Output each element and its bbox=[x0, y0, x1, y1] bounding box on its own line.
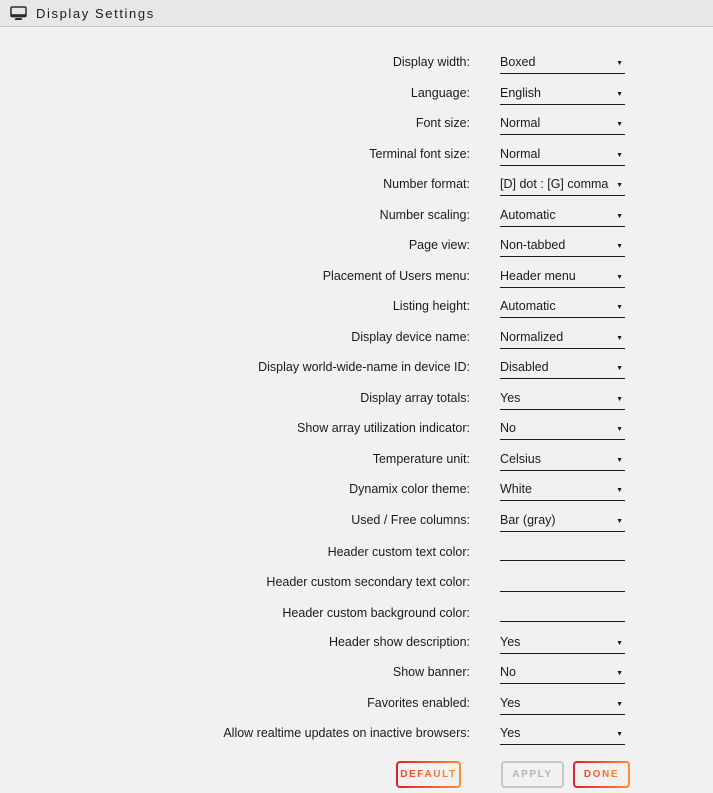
wwn-in-device-id-select[interactable] bbox=[500, 360, 625, 379]
select-value: Normalized bbox=[500, 329, 564, 344]
field-label: Temperature unit: bbox=[372, 451, 470, 466]
number-format-select[interactable] bbox=[500, 177, 625, 196]
header-secondary-text-color-input[interactable] bbox=[500, 574, 625, 592]
field-label: Show array utilization indicator: bbox=[297, 421, 470, 435]
temperature-unit-select[interactable] bbox=[500, 452, 625, 471]
select-value: [D] dot : [G] comma bbox=[500, 177, 609, 191]
field-label: Placement of Users menu: bbox=[322, 268, 470, 283]
show-banner-select[interactable] bbox=[500, 665, 625, 684]
caret-down-icon: ▼ bbox=[616, 395, 623, 403]
language-select[interactable] bbox=[500, 86, 625, 105]
array-totals-select[interactable] bbox=[500, 391, 625, 410]
users-menu-placement-select[interactable] bbox=[500, 269, 625, 288]
form-row bbox=[0, 688, 713, 719]
caret-down-icon: ▼ bbox=[616, 273, 623, 281]
select-value: Normal bbox=[500, 146, 541, 161]
apply-button[interactable] bbox=[501, 761, 564, 788]
caret-down-icon: ▼ bbox=[616, 639, 623, 647]
select-value: Yes bbox=[500, 726, 521, 740]
done-button-label: DONE bbox=[583, 768, 620, 780]
select-value: Boxed bbox=[500, 55, 536, 69]
caret-down-icon: ▼ bbox=[616, 700, 623, 708]
caret-down-icon: ▼ bbox=[616, 487, 623, 494]
select-value: Yes bbox=[500, 634, 521, 649]
form-row bbox=[0, 47, 713, 78]
display-settings-form bbox=[0, 27, 713, 788]
caret-down-icon: ▼ bbox=[616, 304, 623, 311]
form-row bbox=[0, 322, 713, 353]
header-background-color-input[interactable] bbox=[500, 604, 625, 622]
caret-down-icon: ▼ bbox=[616, 212, 623, 220]
form-row bbox=[0, 169, 713, 200]
default-button[interactable] bbox=[396, 761, 461, 788]
form-row bbox=[0, 78, 713, 109]
caret-down-icon: ▼ bbox=[616, 426, 623, 433]
caret-down-icon: ▼ bbox=[616, 670, 623, 677]
form-row bbox=[0, 505, 713, 536]
field-label: Number format: bbox=[383, 177, 470, 191]
caret-down-icon: ▼ bbox=[616, 731, 623, 738]
field-label: Used / Free columns: bbox=[351, 512, 470, 527]
field-label: Font size: bbox=[415, 116, 470, 130]
select-value: White bbox=[500, 482, 532, 496]
form-row bbox=[0, 261, 713, 292]
field-label: Header custom text color: bbox=[327, 544, 470, 559]
caret-down-icon: ▼ bbox=[616, 90, 623, 98]
caret-down-icon: ▼ bbox=[616, 456, 623, 464]
header-text-color-input[interactable] bbox=[500, 543, 625, 561]
display-icon bbox=[10, 6, 27, 21]
form-row bbox=[0, 535, 713, 566]
field-label: Display width: bbox=[392, 55, 470, 69]
form-row bbox=[0, 230, 713, 261]
select-value: Celsius bbox=[500, 451, 541, 466]
caret-down-icon: ▼ bbox=[616, 182, 623, 189]
field-label: Display array totals: bbox=[360, 390, 470, 405]
select-value: No bbox=[500, 665, 516, 679]
form-row bbox=[0, 474, 713, 505]
field-label: Display world-wide-name in device ID: bbox=[258, 360, 470, 374]
page-title: Display Settings bbox=[36, 5, 155, 21]
select-value: Normal bbox=[500, 116, 541, 130]
used-free-columns-select[interactable] bbox=[500, 513, 625, 532]
field-label: Favorites enabled: bbox=[367, 695, 470, 710]
field-label: Allow realtime updates on inactive browsers: bbox=[223, 726, 470, 740]
form-row bbox=[0, 657, 713, 688]
field-label: Listing height: bbox=[392, 299, 470, 313]
form-row bbox=[0, 413, 713, 444]
array-utilization-select[interactable] bbox=[500, 421, 625, 440]
form-row bbox=[0, 352, 713, 383]
caret-down-icon: ▼ bbox=[616, 60, 623, 67]
select-value: Non-tabbed bbox=[500, 238, 566, 252]
select-value: Automatic bbox=[500, 207, 556, 222]
apply-button-label: APPLY bbox=[512, 768, 553, 780]
field-label: Show banner: bbox=[392, 665, 470, 679]
form-row bbox=[0, 627, 713, 658]
caret-down-icon: ▼ bbox=[616, 365, 623, 372]
field-label: Header show description: bbox=[328, 634, 470, 649]
favorites-enabled-select[interactable] bbox=[500, 696, 625, 715]
field-label: Display device name: bbox=[351, 329, 470, 344]
form-row bbox=[0, 108, 713, 139]
header-show-description-select[interactable] bbox=[500, 635, 625, 654]
title-bar bbox=[0, 0, 713, 27]
caret-down-icon: ▼ bbox=[616, 517, 623, 525]
form-row bbox=[0, 718, 713, 749]
form-row bbox=[0, 566, 713, 597]
field-label: Terminal font size: bbox=[369, 146, 470, 161]
select-value: Bar (gray) bbox=[500, 512, 556, 527]
select-value: Automatic bbox=[500, 299, 556, 313]
display-device-name-select[interactable] bbox=[500, 330, 625, 349]
field-label: Header custom background color: bbox=[282, 605, 470, 620]
select-value: Header menu bbox=[500, 268, 576, 283]
listing-height-select[interactable] bbox=[500, 299, 625, 318]
select-value: Disabled bbox=[500, 360, 549, 374]
form-row bbox=[0, 596, 713, 627]
form-row bbox=[0, 383, 713, 414]
form-row bbox=[0, 291, 713, 322]
font-size-select[interactable] bbox=[500, 116, 625, 135]
select-value: No bbox=[500, 421, 516, 435]
realtime-updates-select[interactable] bbox=[500, 726, 625, 745]
form-row bbox=[0, 200, 713, 231]
action-bar bbox=[396, 761, 713, 788]
select-value: Yes bbox=[500, 390, 521, 405]
field-label: Number scaling: bbox=[379, 207, 470, 222]
caret-down-icon: ▼ bbox=[616, 334, 623, 342]
field-label: Header custom secondary text color: bbox=[266, 575, 470, 589]
field-label: Language: bbox=[410, 85, 470, 100]
color-theme-select[interactable] bbox=[500, 482, 625, 501]
select-value: Yes bbox=[500, 695, 521, 710]
number-scaling-select[interactable] bbox=[500, 208, 625, 227]
field-label: Page view: bbox=[408, 238, 470, 252]
form-row bbox=[0, 139, 713, 170]
done-button[interactable] bbox=[573, 761, 630, 788]
select-value: English bbox=[500, 85, 541, 100]
caret-down-icon: ▼ bbox=[616, 151, 623, 159]
caret-down-icon: ▼ bbox=[616, 121, 623, 128]
page-view-select[interactable] bbox=[500, 238, 625, 257]
default-button-label: DEFAULT bbox=[400, 768, 457, 780]
terminal-font-size-select[interactable] bbox=[500, 147, 625, 166]
form-row bbox=[0, 444, 713, 475]
display-width-select[interactable] bbox=[500, 55, 625, 74]
field-label: Dynamix color theme: bbox=[349, 482, 470, 496]
caret-down-icon: ▼ bbox=[616, 243, 623, 250]
